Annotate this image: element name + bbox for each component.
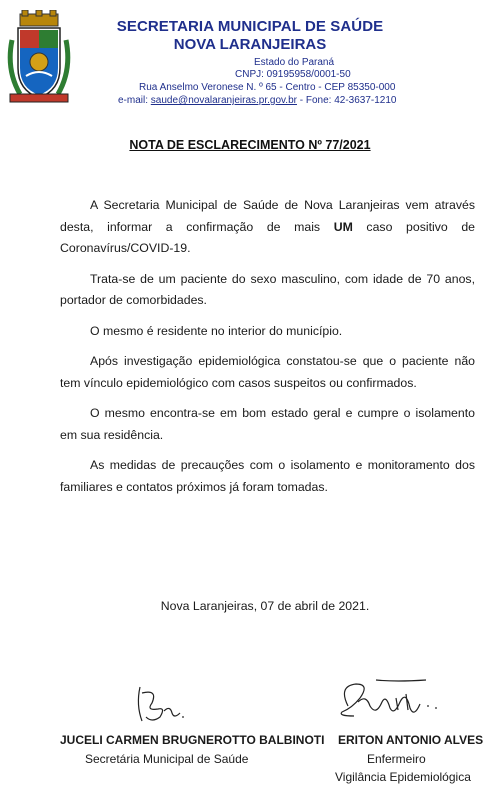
state-line: Estado do Paraná bbox=[254, 57, 335, 68]
signature-left bbox=[128, 683, 188, 727]
signatory-right-role: Enfermeiro bbox=[367, 752, 426, 766]
municipal-coat-of-arms-icon bbox=[6, 10, 72, 106]
signatory-right-name: ERITON ANTONIO ALVES bbox=[338, 733, 484, 747]
email-label: e-mail: bbox=[118, 95, 151, 106]
municipality-title: NOVA LARANJEIRAS bbox=[173, 36, 327, 53]
paragraph-6: As medidas de precauções com o isolamento e monitoramento dos familiares e contatos próximos já foram tomadas. bbox=[60, 458, 475, 494]
paragraph-4: Após investigação epidemiológica constatou-se que o paciente não tem vínculo epidemiológico com casos suspeitos ou confirmados. bbox=[60, 354, 475, 390]
secretariat-title: SECRETARIA MUNICIPAL DE SAÚDE bbox=[116, 18, 384, 35]
paragraph-1-text: A Secretaria Municipal de Saúde de Nova Laranjeiras vem através desta, informar a confirmação de mais bbox=[60, 198, 475, 234]
contact-line bbox=[118, 95, 396, 106]
address-line: Rua Anselmo Veronese N. º 65 - Centro - CEP 85350-000 bbox=[139, 82, 396, 93]
email-link[interactable]: saude@novalaranjeiras.pr.gov.br bbox=[150, 95, 297, 106]
signatory-left-role: Secretária Municipal de Saúde bbox=[85, 752, 249, 766]
signatory-right-department: Vigilância Epidemiológica bbox=[335, 770, 471, 784]
phone-text: - Fone: 42-3637-1210 bbox=[296, 95, 397, 106]
paragraph-1-text-end: caso positivo de Coronavírus/COVID-19. bbox=[60, 219, 475, 255]
document-title: NOTA DE ESCLARECIMENTO Nº 77/2021 bbox=[129, 138, 371, 152]
paragraph-1 bbox=[60, 195, 475, 260]
paragraph-1-bold: UM bbox=[333, 219, 353, 234]
document-date: Nova Laranjeiras, 07 de abril de 2021. bbox=[160, 599, 370, 613]
cnpj-line: CNPJ: 09195958/0001-50 bbox=[235, 69, 351, 80]
signature-right bbox=[336, 676, 446, 726]
paragraph-3: O mesmo é residente no interior do município. bbox=[90, 323, 343, 338]
paragraph-2: Trata-se de um paciente do sexo masculino, com idade de 70 anos, portador de comorbidades. bbox=[60, 271, 475, 307]
signatory-left-name: JUCELI CARMEN BRUGNEROTTO BALBINOTI bbox=[60, 733, 325, 747]
paragraph-5: O mesmo encontra-se em bom estado geral e cumpre o isolamento em sua residência. bbox=[60, 406, 475, 442]
document-body bbox=[60, 195, 475, 507]
